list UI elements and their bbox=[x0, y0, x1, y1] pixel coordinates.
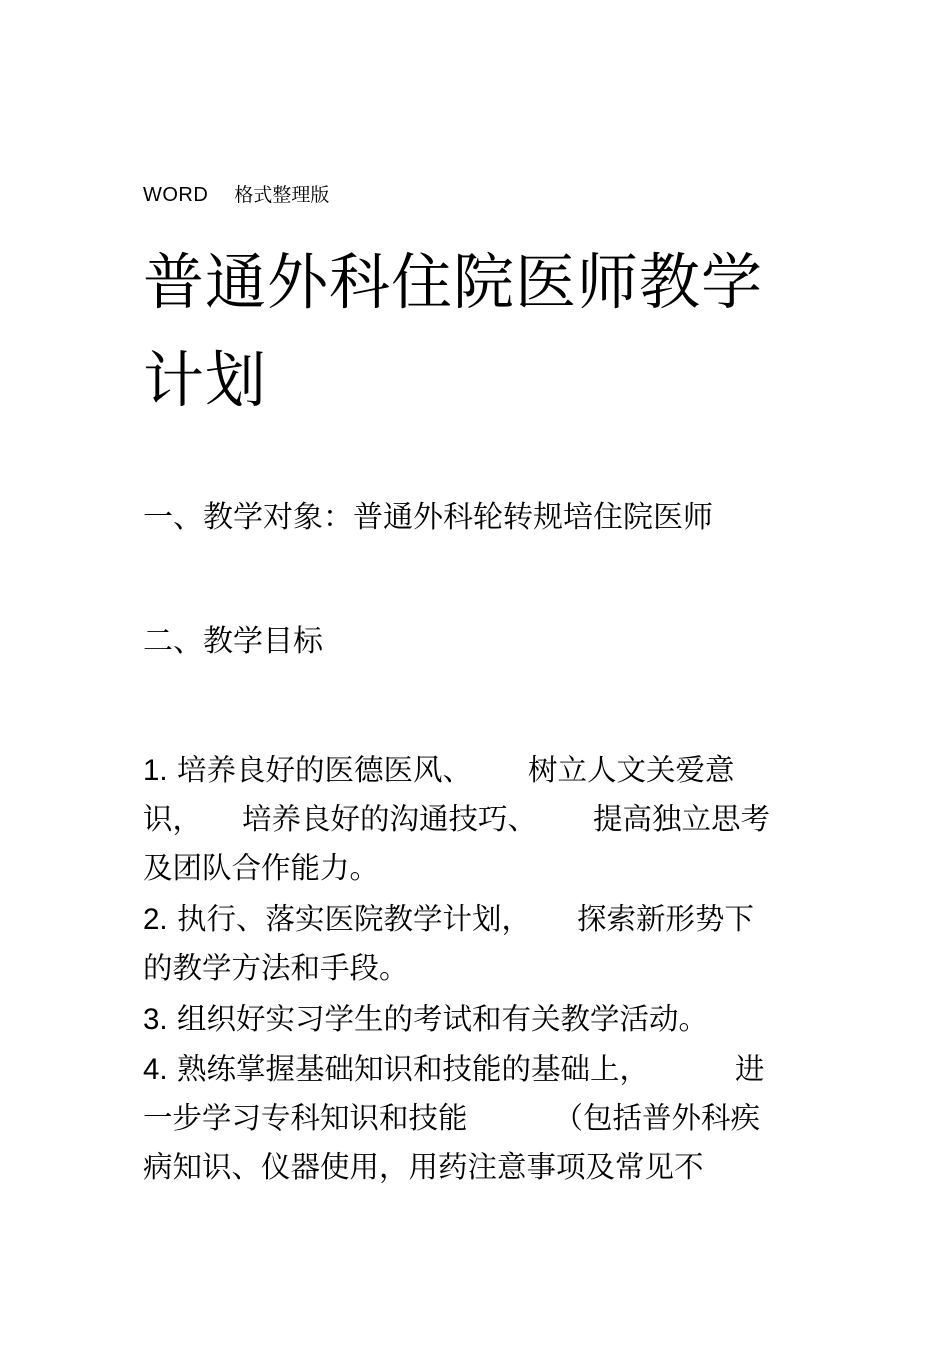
goal-item-text: 探索新形势下 bbox=[577, 902, 755, 936]
goal-item-number: 2. bbox=[143, 903, 168, 936]
goal-item-1-line-2 bbox=[143, 795, 770, 844]
goal-item-number: 3. bbox=[143, 1003, 168, 1036]
goal-item-text: 识， bbox=[143, 802, 203, 836]
goal-item-text: 及团队合作能力。 bbox=[143, 851, 380, 885]
goal-item-number: 1. bbox=[143, 754, 168, 787]
goal-item-number: 4. bbox=[143, 1053, 168, 1086]
goal-item-text: （包括普外科疾 bbox=[553, 1101, 761, 1135]
section-teaching-goals: 二、教学目标 bbox=[143, 624, 323, 659]
goal-item-3-line-1 bbox=[143, 995, 708, 1044]
page-header bbox=[143, 180, 329, 209]
goal-item-text: 组织好实习学生的考试和有关教学活动。 bbox=[177, 1002, 709, 1036]
title-line-1: 普通外科住院医师教学 bbox=[143, 247, 764, 318]
goal-item-4-line-1 bbox=[143, 1045, 765, 1094]
goal-item-text: 提高独立思考 bbox=[593, 802, 771, 836]
goal-item-2-line-1 bbox=[143, 895, 754, 944]
goal-item-4-line-3 bbox=[143, 1143, 765, 1192]
goal-item-text: 树立人文关爱意 bbox=[528, 753, 735, 787]
goal-item-2 bbox=[143, 895, 754, 993]
goal-item-text: 进 bbox=[735, 1052, 765, 1086]
goal-item-text: 培养良好的医德医风、 bbox=[177, 753, 473, 787]
goal-item-1-line-1 bbox=[143, 746, 770, 795]
title-line-2: 计划 bbox=[143, 345, 268, 416]
goal-item-3 bbox=[143, 995, 708, 1044]
goal-item-1 bbox=[143, 746, 770, 893]
document-title bbox=[143, 234, 843, 430]
goal-item-4 bbox=[143, 1045, 765, 1192]
header-word: WORD bbox=[143, 184, 209, 206]
goal-item-text: 熟练掌握基础知识和技能的基础上， bbox=[177, 1052, 650, 1086]
goal-item-2-line-2 bbox=[143, 944, 754, 993]
goal-item-text: 一步学习专科知识和技能 bbox=[143, 1101, 468, 1135]
goal-item-text: 培养良好的沟通技巧、 bbox=[242, 802, 538, 836]
goal-item-1-line-3 bbox=[143, 844, 770, 893]
goal-item-text: 病知识、仪器使用，用药注意事项及常见不 bbox=[143, 1150, 704, 1184]
goal-item-4-line-2 bbox=[143, 1094, 765, 1143]
section-teaching-target: 一、教学对象：普通外科轮转规培住院医师 bbox=[143, 500, 713, 535]
goal-item-text: 执行、落实医院教学计划， bbox=[177, 902, 532, 936]
header-format-label: 格式整理版 bbox=[234, 184, 330, 206]
goal-item-text: 的教学方法和手段。 bbox=[143, 951, 409, 985]
